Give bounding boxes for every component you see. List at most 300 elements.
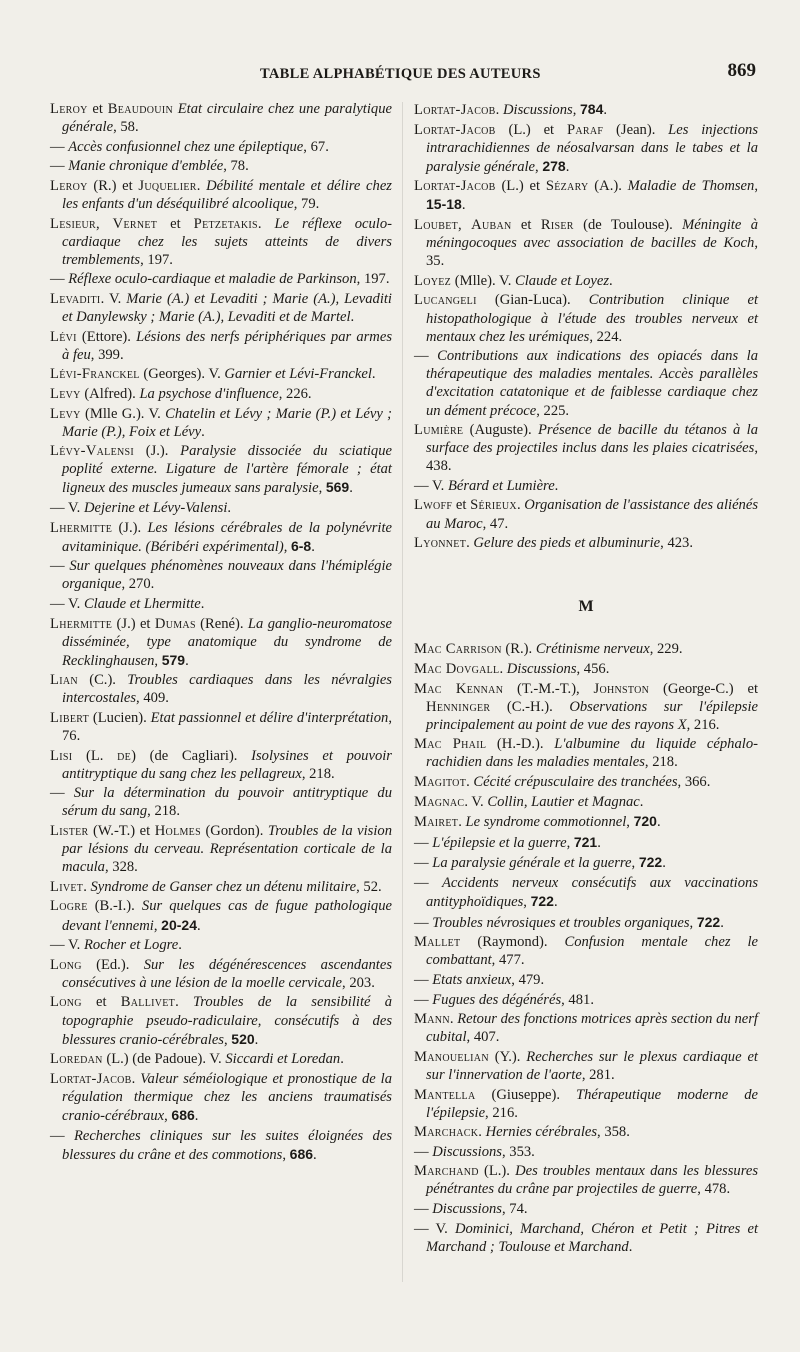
entry-text: . [553,894,558,911]
entry-text: , 438. [426,440,758,475]
work-title: Contributions aux indications des opiacés dans la thérapeutique des maladies mentales. Accès parallèles d'excitation catatonique et de faiblesse cardiaque chez un dément précoce [426,348,758,419]
entry-text: , 35. [426,235,758,270]
work-title: Marie (A.) et Levaditi ; Marie (A.), Levaditi et Danylewsky ; Marie (A.), Levaditi et de Martel [62,290,392,326]
author-name: Dumas [154,615,196,632]
entry-text: (George-C.) et [649,680,758,697]
author-name: Lhermitte [50,615,113,632]
index-entry [50,557,392,593]
index-entry [50,270,392,288]
author-name: Lévi-Franckel [50,366,140,383]
page-ref-bold: 784 [580,101,604,117]
entry-text: . [639,793,644,810]
entry-text: , 218. [644,754,678,771]
work-title: L'albumine du liquide céphalo-rachidien dans les maladies mentales [426,736,758,771]
entry-text: (Mlle G.). V. [80,405,166,422]
work-title: Troubles de la sensibilité à topographie pseudo-radiculaire, consécutifs à des blessures cranio-cérébrales [62,994,392,1048]
entry-text: . [656,814,661,831]
entry-text: . V. [464,793,488,810]
entry-text: — [50,785,74,802]
entry-text: , 218. [301,765,335,782]
entry-text: , [283,538,291,555]
page-ref-bold: 278 [542,157,566,174]
entry-text: , 67. [303,138,329,155]
entry-text: . [603,102,608,118]
entry-text: (J.). [134,443,181,460]
entry-text: (B.-I.). [87,898,142,915]
entry-text: (Giuseppe). [475,1086,576,1103]
index-entry [414,1162,758,1198]
index-entry [50,519,392,556]
author-name: Mallet [414,934,461,951]
entry-text: , [164,1107,172,1124]
entry-text: . [178,937,182,954]
entry-text: (R.). [501,641,536,658]
entry-text: et [81,994,121,1011]
entry-text: (Raymond). [460,934,565,951]
author-name: Lortat-Jacob [50,1070,132,1087]
work-title: L'épilepsie et la guerre [432,834,567,851]
author-name: Logre [50,898,88,915]
entry-text: (L.) (de Padoue). V. [102,1051,226,1068]
index-entry [50,290,392,326]
author-name: Lhermitte [50,519,113,536]
entry-text: . V. [100,290,127,307]
entry-text: (L.). [478,1163,516,1180]
work-title: Hernies cérébrales [485,1124,598,1141]
work-title: Contribution clinique et histopathologique à l'étude des troubles nerveux et mentaux chez les urémiques [426,292,758,345]
work-title: Valeur séméiologique et pronostique de la régulation thermique chez les anciens traumatisés cranio-cérébraux [62,1070,392,1124]
entry-text: , [631,855,639,872]
work-title: Collin, Lautier et Magnac [487,793,640,810]
author-name: Manouelian [414,1048,489,1065]
author-name: de [117,747,132,764]
author-name: Lesieur [50,215,97,232]
page-ref-bold: 722 [530,893,554,910]
entry-text: . [257,215,275,232]
entry-text: , 197. [356,271,390,288]
index-entry [414,971,758,989]
entry-text: (de Toulouse). [573,217,683,234]
entry-text: , 478. [697,1181,731,1198]
entry-text: (W.-T.) et [88,823,155,840]
author-name: Magitot [414,774,467,790]
entry-text: , 407. [466,1029,500,1046]
work-title: Paralysie dissociée du sciatique poplité externe. Ligature de l'artère fémorale ; état ligneux des muscles jumeaux sans paralysie [62,443,392,497]
work-title: Etat passionnel et délire d'interprétation [150,710,389,726]
entry-text: (C.). [77,672,128,689]
entry-text: , 218. [147,803,180,820]
author-name: Beaudouin [107,101,173,117]
work-title: Lésions des nerfs périphériques par armes à feu [62,328,392,363]
entry-text: . [597,834,601,851]
entry-text: . [371,366,376,383]
entry-text: , [572,102,580,118]
author-name: Mann [414,1011,450,1028]
entry-text: , 281. [581,1066,615,1083]
entry-text: , 203. [342,974,375,991]
work-title: Présence de bacille du tétanos à la surface des projectiles inclus dans les plaies cicatrisées [426,422,758,457]
author-name: Levy [50,405,81,422]
author-name: Lisi [50,747,73,764]
page-ref-bold: 6-8 [290,537,312,554]
entry-text: (Alfred). [80,385,140,402]
author-name: Lwoff [414,497,453,514]
author-name: Long [50,956,82,973]
index-entry [414,991,758,1009]
author-name: Sézary [545,178,589,195]
author-name: Marchack [414,1124,479,1141]
work-title: Dejerine et Lévy-Valensi [83,499,228,516]
entry-text: (T.-M.-T.), [503,680,594,697]
entry-text: . [200,595,205,612]
entry-text: . [227,499,232,516]
index-entry [414,913,758,932]
work-title: Discussions [506,660,577,677]
left-column [50,100,392,1165]
entry-text: — [50,558,70,575]
entry-text: , 197. [140,251,173,268]
page-ref-bold: 722 [638,854,663,871]
index-entry [50,442,392,497]
index-entry [50,671,392,707]
index-entry [414,680,758,734]
entry-text: , [96,215,113,232]
index-entry [50,822,392,876]
entry-text: . [175,994,193,1011]
page-ref-bold: 686 [289,1145,314,1162]
author-name: Mac Carrison [414,641,502,658]
author-name: Lévi [50,328,77,345]
entry-text: — V. [414,1220,455,1237]
work-title: Méningite à méningocoques avec association de bacilles de Koch [426,217,758,252]
work-title: Fugues des dégénérés [432,991,562,1008]
index-entry [50,709,392,745]
right-column-m-entries [414,640,758,1256]
entry-text: . [340,1051,344,1068]
entry-text: ) (de Cagliari). [131,747,252,764]
index-entry [414,773,758,791]
entry-text: , [154,652,162,669]
index-entry [50,897,392,934]
index-entry [414,1086,758,1122]
work-title: Troubles cardiaques dans les névralgies intercostales [62,672,392,707]
entry-text: , [282,1146,290,1163]
entry-text: — [414,991,433,1008]
index-entry [414,833,758,852]
index-entry [50,1127,392,1164]
entry-text: . [254,1031,259,1048]
index-entry [50,595,392,613]
page-title: TABLE ALPHABÉTIQUE DES AUTEURS [260,66,541,82]
index-entry [50,177,392,213]
index-entry [414,216,758,270]
index-entry [414,421,758,475]
index-entry [50,936,392,954]
author-name: Lister [50,823,89,840]
author-name: Paraf [566,121,604,138]
work-title: Discussions [432,1201,502,1218]
work-title: Chatelin et Lévy ; Marie (P.) et Lévy ; Marie (P.), Foix et Lévy [62,405,392,440]
index-entry [414,933,758,969]
page-ref-bold: 15-18 [426,196,462,213]
entry-text: et [87,101,108,117]
work-title: Manie chronique d'emblée [68,158,224,175]
work-title: La paralysie générale et la guerre [432,855,632,872]
work-title: Discussions [432,1143,502,1160]
author-name: Vernet [112,215,158,232]
work-title: Dominici, Marchand, Chéron et Petit ; Pitres et Marchand ; Toulouse et Marchand [426,1220,758,1255]
author-name: Magnac [414,793,465,810]
index-entry [414,100,758,119]
index-entry [50,328,392,364]
page-ref-bold: 721 [573,833,598,850]
work-title: Observations sur l'épilepsie principalement au point de vue des rayons X [426,698,758,733]
author-name: Leroy [50,177,88,194]
entry-text: , 477. [491,952,525,969]
entry-text: , 366. [677,774,711,790]
work-title: Sur les dégénérescences ascendantes consécutives à une lésion de la moelle cervicale [62,956,393,991]
entry-text: . [466,535,474,552]
work-title: Claude et Lhermitte [83,595,201,612]
page-number: 869 [727,60,756,81]
entry-text: (Lucien). [89,710,151,726]
entry-text: , [153,917,162,934]
entry-text: , [566,834,574,851]
author-name: Riser [540,217,574,234]
work-title: Réflexe oculo-cardiaque et maladie de Parkinson [68,271,357,288]
entry-text: , 479. [511,971,545,988]
index-entry [414,1200,758,1218]
index-entry [50,1050,392,1068]
entry-text: , 226. [278,385,312,402]
author-name: Livet [50,878,84,895]
entry-text: . [458,814,466,831]
work-title: Troubles de la vision par lésions du cerveau. Représentation corticale de la macula [62,823,392,876]
entry-text: . [628,1238,633,1255]
entry-text: , 328. [104,859,138,876]
work-title: Siccardi et Loredan [225,1051,341,1068]
entry-text: . [194,1107,199,1124]
entry-text: (Ed.). [81,956,144,973]
entry-text: , 456. [576,660,610,677]
author-name: Loredan [50,1051,103,1068]
page-ref-bold: 569 [325,479,350,496]
work-title: Recherches sur le plexus cardiaque et sur l'innervation de l'aorte [426,1048,758,1083]
entry-text: , [535,158,543,175]
entry-text: , [224,1031,232,1048]
work-title: Les lésions cérébrales de la polynévrite avitaminique. (Béribéri expérimental) [62,519,393,555]
work-title: Bérard et Lumière [447,477,555,494]
author-name: Juquelier [138,177,197,194]
entry-text: . [499,660,507,677]
right-column [414,100,758,1257]
entry-text: , 216. [686,716,720,733]
author-name: Ballivet [120,994,176,1011]
index-entry [50,747,392,783]
author-name: Lian [50,672,78,689]
page-ref-bold: 686 [171,1106,195,1123]
work-title: Sur quelques cas de fugue pathologique devant l'ennemi [62,898,393,934]
entry-text: — [50,271,69,288]
entry-text: (L.) et [495,178,546,195]
work-title: Cécité crépusculaire des tranchées [473,774,678,790]
index-entry [414,1220,758,1256]
entry-text: . [83,878,91,895]
author-name: Loyez [414,272,452,289]
entry-text: , [318,480,326,497]
work-title: Accès confusionnel chez une épileptique [68,138,304,155]
author-name: Long [50,994,82,1011]
work-title: Des troubles mentaux dans les blessures pénétrantes du crâne par projectiles de guerre [426,1163,759,1198]
entry-text: . [565,158,570,175]
entry-text: . [196,917,201,934]
entry-text: , 409. [136,690,169,707]
entry-text: (Ettore). [76,328,137,345]
entry-text: et [452,497,471,514]
index-entry [414,496,758,532]
work-title: Sur quelques phénomènes nouveaux dans l'hémiplégie organique [62,558,393,593]
index-entry [414,534,758,552]
author-name: Mantella [414,1086,476,1103]
entry-text: . [313,1146,317,1163]
entry-text: — [50,138,69,155]
entry-text: (Jean). [603,121,669,138]
author-name: Lévy-Valensi [50,443,135,460]
entry-text: , 353. [501,1143,535,1160]
entry-text: . [449,1011,458,1028]
index-entry [414,874,758,911]
author-name: Levy [50,385,81,402]
section-letter: M [578,598,594,616]
entry-text: , 481. [561,991,594,1008]
entry-text: (H.-D.). [486,736,555,753]
entry-text: — [50,158,69,175]
index-entry [50,615,392,670]
index-entry [50,215,392,269]
index-entry [414,121,758,176]
author-name: Lumière [414,422,464,439]
index-entry [50,993,392,1048]
author-name: Lucangeli [414,292,477,309]
work-title: Etat circulaire chez une paralytique générale [62,101,392,136]
work-title: Etats anxieux [432,971,512,988]
index-entry [414,1048,758,1084]
index-entry [50,956,392,992]
author-name: Lortat-Jacob [414,178,496,195]
entry-text: — [414,1201,433,1218]
entry-text: . [554,477,559,494]
entry-text: , [458,217,472,234]
entry-text: — [414,914,433,931]
work-title: Claude et Loyez [515,272,610,289]
entry-text: (Mlle). V. [451,272,515,289]
entry-text: (Gian-Luca). [476,292,589,309]
author-name: Leroy [50,101,88,117]
author-name: Levaditi [50,290,101,307]
index-entry [50,784,392,820]
author-name: Auban [471,217,512,234]
index-entry [414,793,758,811]
entry-text: — [414,1143,433,1160]
entry-text: — [50,1127,74,1144]
work-title: Le syndrome commotionnel [465,814,627,831]
column-divider [402,102,403,1282]
work-title: Syndrome de Ganser chez un détenu militaire [90,878,357,895]
author-name: Sérieux [470,497,517,514]
work-title: La ganglio-neuromatose disséminée, type anatomique du syndrome de Recklinghausen [62,615,392,669]
entry-text: et [511,217,541,234]
index-entry [414,347,758,419]
entry-text: (L. [72,747,118,764]
entry-text: — [414,971,433,988]
index-entry [414,291,758,345]
entry-text: . [720,914,724,931]
entry-text: (Gordon). [200,823,268,840]
author-name: Libert [50,710,90,726]
entry-text: , [689,914,697,931]
entry-text: , [626,814,634,831]
entry-text: (L.) et [495,121,567,138]
entry-text: — [414,855,433,872]
entry-text: . [478,1124,486,1141]
index-entry [50,100,392,136]
entry-text: . [185,652,189,669]
work-title: Confusion mentale chez le combattant [426,934,758,969]
entry-text: . [131,1070,141,1087]
index-entry [414,640,758,658]
page-ref-bold: 520 [231,1030,255,1047]
work-title: Le réflexe oculo-cardiaque chez les sujets atteints de divers tremblements [62,215,393,268]
work-title: Retour des fonctions motrices après section du nerf cubital [426,1011,758,1046]
author-name: Petzetakis [193,215,258,232]
entry-text: . [495,102,503,118]
index-entry [414,1010,758,1046]
author-name: Mairet [414,814,459,831]
author-name: Mac Kennan [414,680,504,697]
entry-text: — [414,874,442,891]
entry-text: (René). [195,615,248,632]
entry-text: . [196,177,207,194]
author-name: Johnston [593,680,650,697]
entry-text: , [754,178,758,195]
entry-text: . [609,272,613,289]
entry-text: — [414,348,438,365]
author-name: Lortat-Jacob [414,121,496,138]
index-entry [414,853,758,872]
work-title: Les injections intrarachidiennes de néosalvarsan dans le tabes et la paralysie générale [426,121,759,175]
work-title: Sur la détermination du pouvoir antitryptique du sérum du sang [62,785,392,820]
entry-text: — V. [50,499,84,516]
entry-text: , 399. [90,346,124,363]
page-ref-bold: 720 [633,813,657,830]
index-entry [414,812,758,831]
entry-text: . [311,538,315,555]
entry-text: , [523,894,531,911]
index-entry [414,477,758,495]
entry-text: (Georges). V. [139,366,225,383]
page-ref-bold: 722 [696,913,721,930]
entry-text: (J.). [112,519,148,536]
entry-text: , 76. [62,710,392,745]
work-title: La psychose d'influence [139,385,279,402]
entry-text: . [350,309,355,326]
index-entry [50,499,392,517]
index-entry [414,1143,758,1161]
entry-text: , 358. [597,1124,630,1141]
entry-text: . [662,855,666,872]
index-entry [50,878,392,896]
entry-text: , 78. [223,158,249,175]
